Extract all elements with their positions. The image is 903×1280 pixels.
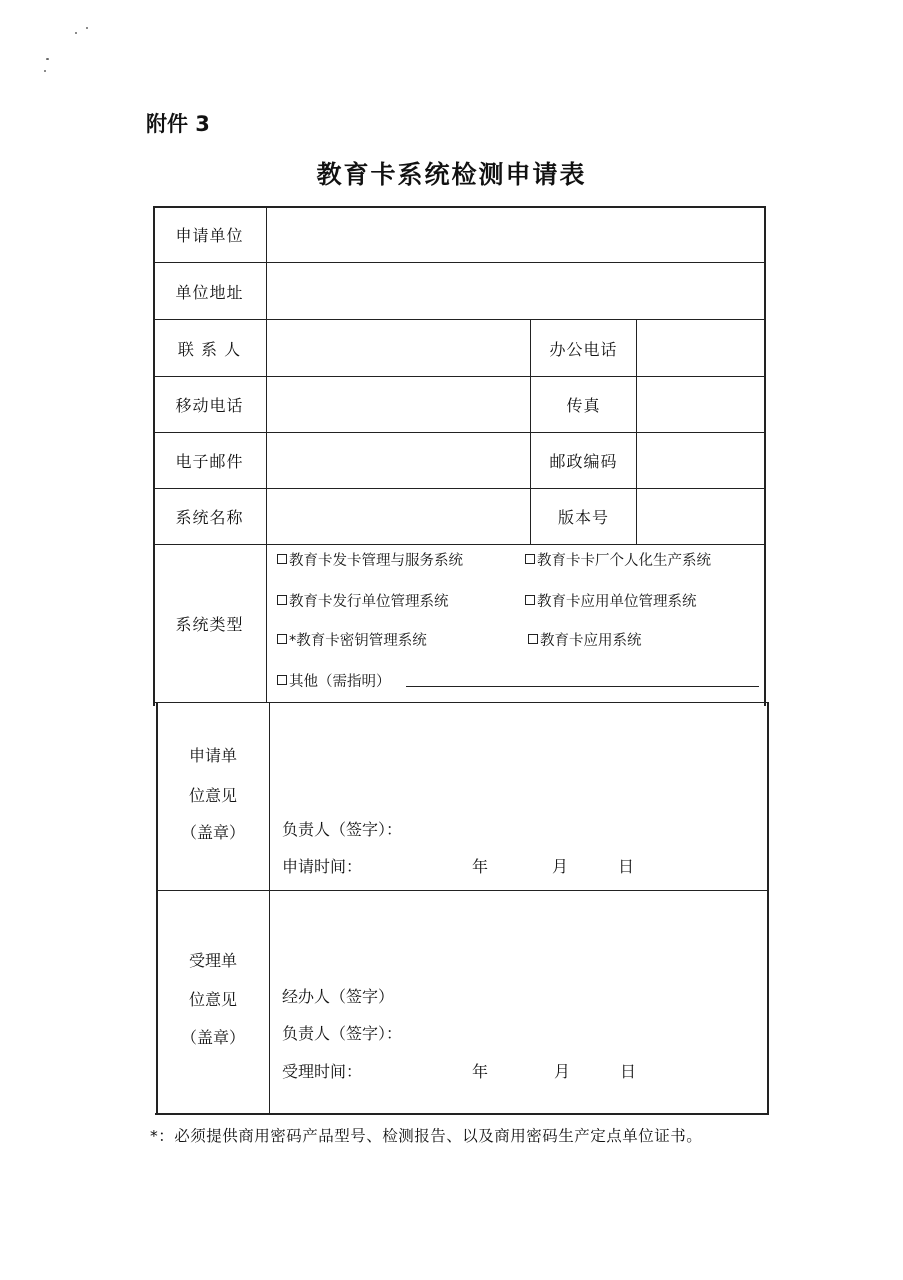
label-column-divider	[269, 702, 270, 1115]
system-name-label: 系统名称	[175, 508, 244, 527]
applicant-year[interactable]: 年	[472, 857, 489, 876]
acceptor-year[interactable]: 年	[472, 1062, 489, 1081]
version-label: 版本号	[557, 508, 609, 527]
fax-label: 传真	[566, 396, 601, 415]
email-label: 电子邮件	[175, 452, 244, 471]
contact-input[interactable]	[267, 320, 530, 376]
scan-speck	[86, 27, 88, 29]
acceptor-opinion-label-3: （盖章）	[181, 1028, 246, 1047]
applicant-day[interactable]: 日	[618, 857, 635, 876]
other-specify-line[interactable]	[406, 686, 759, 687]
email-input[interactable]	[267, 433, 530, 488]
system-type-option[interactable]	[525, 590, 697, 611]
version-input[interactable]	[637, 489, 764, 544]
address-input[interactable]	[267, 263, 764, 319]
system-type-option[interactable]	[525, 549, 711, 570]
application-form	[153, 206, 768, 1116]
form-title: 教育卡系统检测申请表	[316, 160, 587, 189]
applicant-responsible-signature[interactable]: 负责人（签字）：	[282, 820, 403, 839]
fax-input[interactable]	[637, 377, 764, 432]
system-type-option[interactable]	[277, 549, 463, 570]
option-label: 教育卡应用系统	[540, 633, 642, 649]
applicant-label: 申请单位	[175, 225, 244, 245]
contact-label: 联 系 人	[177, 339, 242, 359]
applicant-opinion-label-2: 位意见	[189, 786, 238, 805]
system-name-input[interactable]	[267, 489, 530, 544]
applicant-time-label: 申请时间：	[282, 857, 363, 876]
scan-speck	[44, 70, 46, 72]
mobile-label: 移动电话	[175, 396, 244, 415]
acceptor-day[interactable]: 日	[620, 1062, 637, 1081]
office-phone-input[interactable]	[637, 320, 764, 376]
system-type-option[interactable]	[277, 629, 427, 650]
acceptor-month[interactable]: 月	[554, 1062, 571, 1081]
address-label: 单位地址	[175, 282, 244, 302]
checkbox-icon	[525, 595, 535, 605]
acceptor-responsible-signature[interactable]: 负责人（签字）：	[282, 1024, 403, 1043]
office-phone-label: 办公电话	[549, 339, 618, 359]
acceptor-handler-signature[interactable]: 经办人（签字）	[282, 987, 395, 1006]
system-type-option[interactable]	[528, 629, 642, 650]
row-divider	[153, 702, 769, 703]
form-border-right-lower	[767, 702, 769, 1115]
form-border-left-lower	[156, 702, 158, 1115]
system-type-option[interactable]	[277, 590, 449, 611]
form-border-bottom	[155, 1113, 769, 1115]
applicant-opinion-label-3: （盖章）	[181, 823, 246, 842]
acceptor-opinion-label-1: 受理单	[189, 951, 238, 970]
option-label: 教育卡应用单位管理系统	[537, 594, 697, 610]
applicant-input[interactable]	[267, 206, 764, 262]
acceptor-time-label: 受理时间：	[282, 1062, 363, 1081]
checkbox-icon	[525, 554, 535, 564]
system-type-label: 系统类型	[175, 615, 244, 634]
footnote: *：必须提供商用密码产品型号、检测报告、以及商用密码生产定点单位证书。	[150, 1127, 703, 1145]
checkbox-icon	[277, 675, 287, 685]
checkbox-icon	[277, 554, 287, 564]
row-divider	[156, 890, 769, 891]
option-label: 教育卡发行单位管理系统	[289, 594, 449, 610]
postcode-label: 邮政编码	[549, 452, 618, 471]
scan-speck	[46, 58, 49, 60]
form-border-right	[764, 206, 766, 706]
applicant-month[interactable]: 月	[552, 857, 569, 876]
option-label: *教育卡密钥管理系统	[289, 633, 427, 649]
postcode-input[interactable]	[637, 433, 764, 488]
option-label: 教育卡发卡管理与服务系统	[289, 553, 463, 569]
attachment-label: 附件 3	[146, 112, 210, 136]
option-label: 教育卡卡厂个人化生产系统	[537, 553, 711, 569]
checkbox-icon	[528, 634, 538, 644]
scan-speck	[75, 32, 77, 34]
acceptor-opinion-label-2: 位意见	[189, 990, 238, 1009]
option-label: 其他（需指明）	[289, 674, 391, 690]
checkbox-icon	[277, 634, 287, 644]
applicant-opinion-label-1: 申请单	[189, 746, 238, 765]
system-type-option-other[interactable]	[277, 670, 391, 691]
mobile-input[interactable]	[267, 377, 530, 432]
checkbox-icon	[277, 595, 287, 605]
